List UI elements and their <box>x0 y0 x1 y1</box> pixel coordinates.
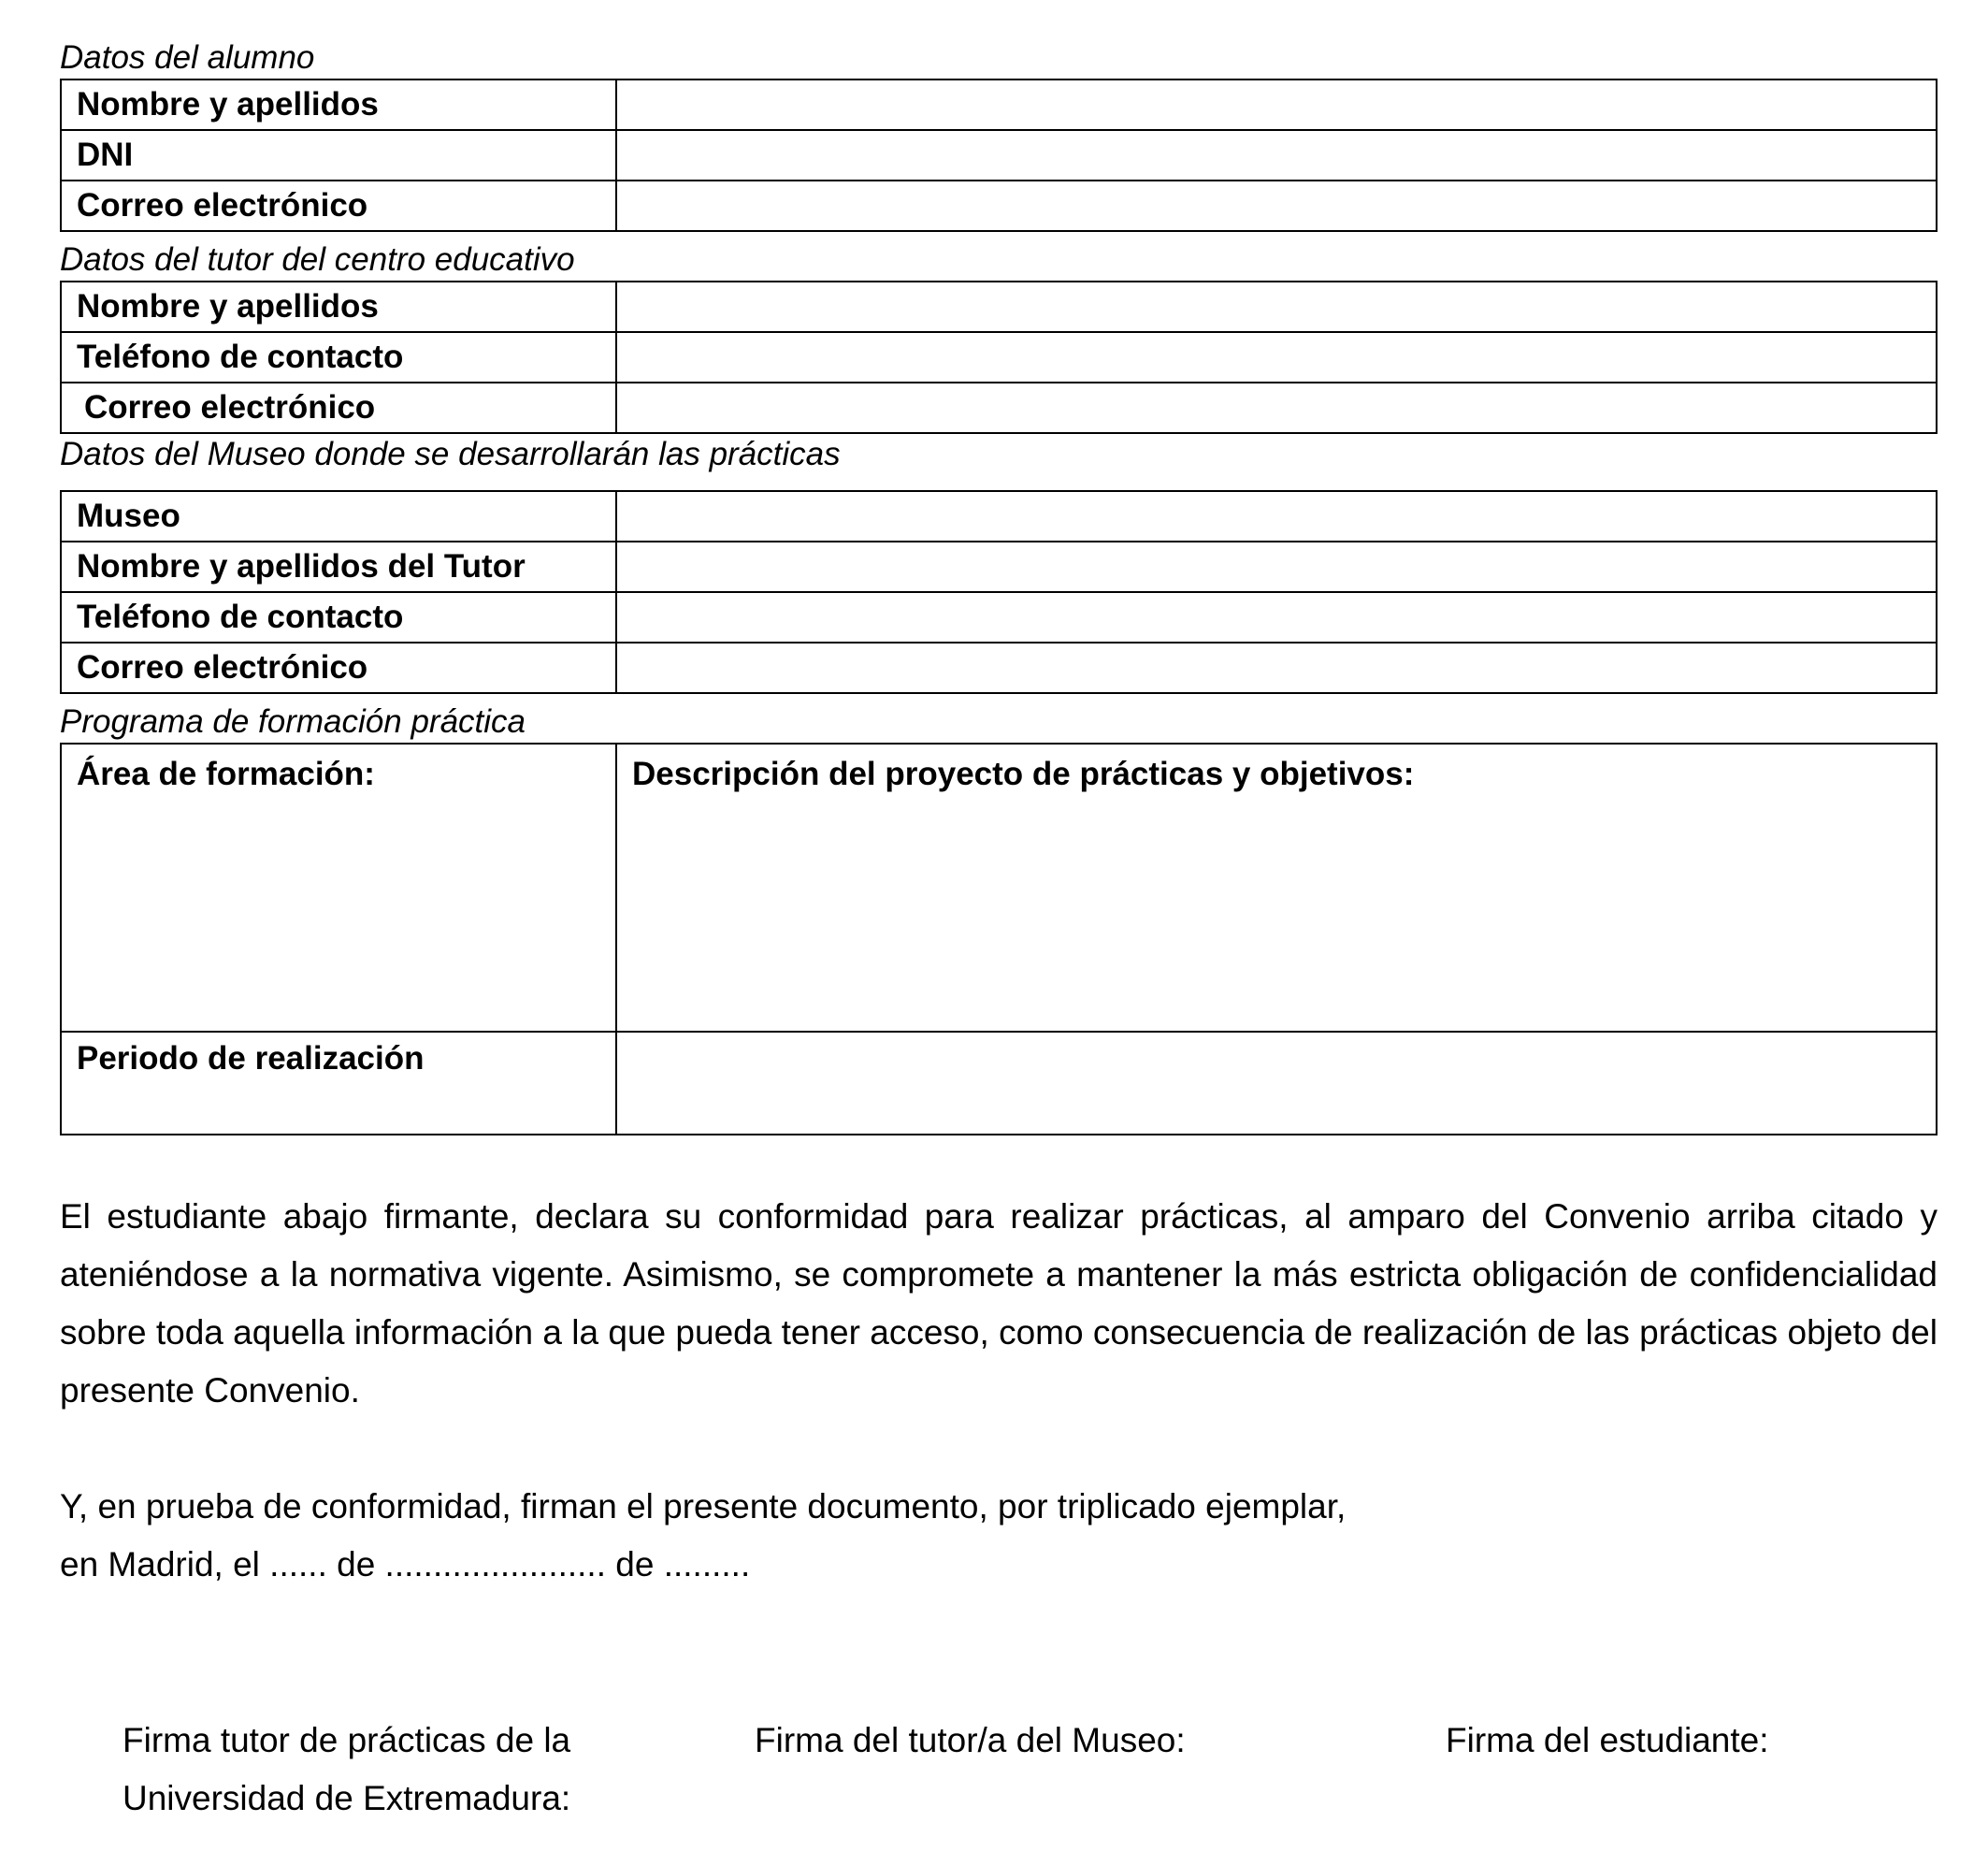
museum-tutor-name-field[interactable] <box>616 542 1937 592</box>
university-tutor-signature <box>122 1712 570 1828</box>
school-tutor-name-label: Nombre y apellidos <box>61 282 616 332</box>
museum-tutor-name-label: Nombre y apellidos del Tutor <box>61 542 616 592</box>
table-row <box>61 1032 1937 1135</box>
museum-email-field[interactable] <box>616 643 1937 693</box>
period-label: Periodo de realización <box>61 1032 616 1135</box>
document-page <box>60 37 1938 1594</box>
program-section-title: Programa de formación práctica <box>60 703 526 740</box>
museum-label: Museo <box>61 491 616 542</box>
museum-email-label: Correo electrónico <box>61 643 616 693</box>
school-tutor-email-label <box>61 383 616 433</box>
table-row <box>61 643 1937 693</box>
program-table <box>60 743 1938 1135</box>
school-tutor-phone-label: Teléfono de contacto <box>61 332 616 383</box>
student-signature: Firma del estudiante: <box>1446 1721 1769 1759</box>
museum-section-title: Datos del Museo donde se desarrollarán las prácticas <box>60 436 841 472</box>
signatures-row <box>0 1712 1988 1833</box>
student-section-title: Datos del alumno <box>60 39 315 76</box>
student-name-field[interactable] <box>616 80 1937 130</box>
student-name-label: Nombre y apellidos <box>61 80 616 130</box>
museum-table <box>60 490 1938 694</box>
school-tutor-section-title: Datos del tutor del centro educativo <box>60 241 575 278</box>
table-row <box>61 383 1937 433</box>
student-email-field[interactable] <box>616 181 1937 231</box>
student-dni-field[interactable] <box>616 130 1937 181</box>
project-description-cell[interactable] <box>616 744 1937 1032</box>
period-field[interactable] <box>616 1032 1937 1135</box>
museum-phone-label: Teléfono de contacto <box>61 592 616 643</box>
table-row <box>61 744 1937 1032</box>
table-row <box>61 542 1937 592</box>
training-area-label: Área de formación: <box>77 756 375 792</box>
school-tutor-name-field[interactable] <box>616 282 1937 332</box>
table-row <box>61 130 1937 181</box>
university-tutor-signature-line-1: Firma tutor de prácticas de la <box>122 1721 571 1759</box>
museum-tutor-signature: Firma del tutor/a del Museo: <box>755 1721 1186 1759</box>
museum-field[interactable] <box>616 491 1937 542</box>
school-tutor-phone-field[interactable] <box>616 332 1937 383</box>
closing-line-1: Y, en prueba de conformidad, firman el presente documento, por triplicado ejemplar, <box>60 1487 1347 1526</box>
table-row <box>61 592 1937 643</box>
table-row <box>61 491 1937 542</box>
student-dni-label: DNI <box>61 130 616 181</box>
project-description-label: Descripción del proyecto de prácticas y objetivos: <box>632 756 1415 792</box>
university-tutor-signature-line-2: Universidad de Extremadura: <box>122 1779 571 1817</box>
closing-line-2: en Madrid, el ...... de ....................... de ......... <box>60 1545 751 1583</box>
school-tutor-table <box>60 281 1938 434</box>
closing-block <box>60 1478 1938 1594</box>
school-tutor-email-field[interactable] <box>616 383 1937 433</box>
student-table <box>60 79 1938 232</box>
museum-phone-field[interactable] <box>616 592 1937 643</box>
school-tutor-email-label-text: Correo electrónico <box>84 389 376 426</box>
declaration-paragraph: El estudiante abajo firmante, declara su conformidad para realizar prácticas, al amparo del Convenio arriba citado y ateniéndose a la normativa vigente. Asimismo, se compromete a mantener la más estricta obligación de confidencialidad sobre toda aquella información a la que pueda tener acceso, como consecuencia de realización de las prácticas objeto del presente Convenio. <box>60 1197 1938 1410</box>
table-row <box>61 80 1937 130</box>
student-email-label: Correo electrónico <box>61 181 616 231</box>
table-row <box>61 181 1937 231</box>
table-row <box>61 332 1937 383</box>
training-area-cell[interactable] <box>61 744 616 1032</box>
table-row <box>61 282 1937 332</box>
